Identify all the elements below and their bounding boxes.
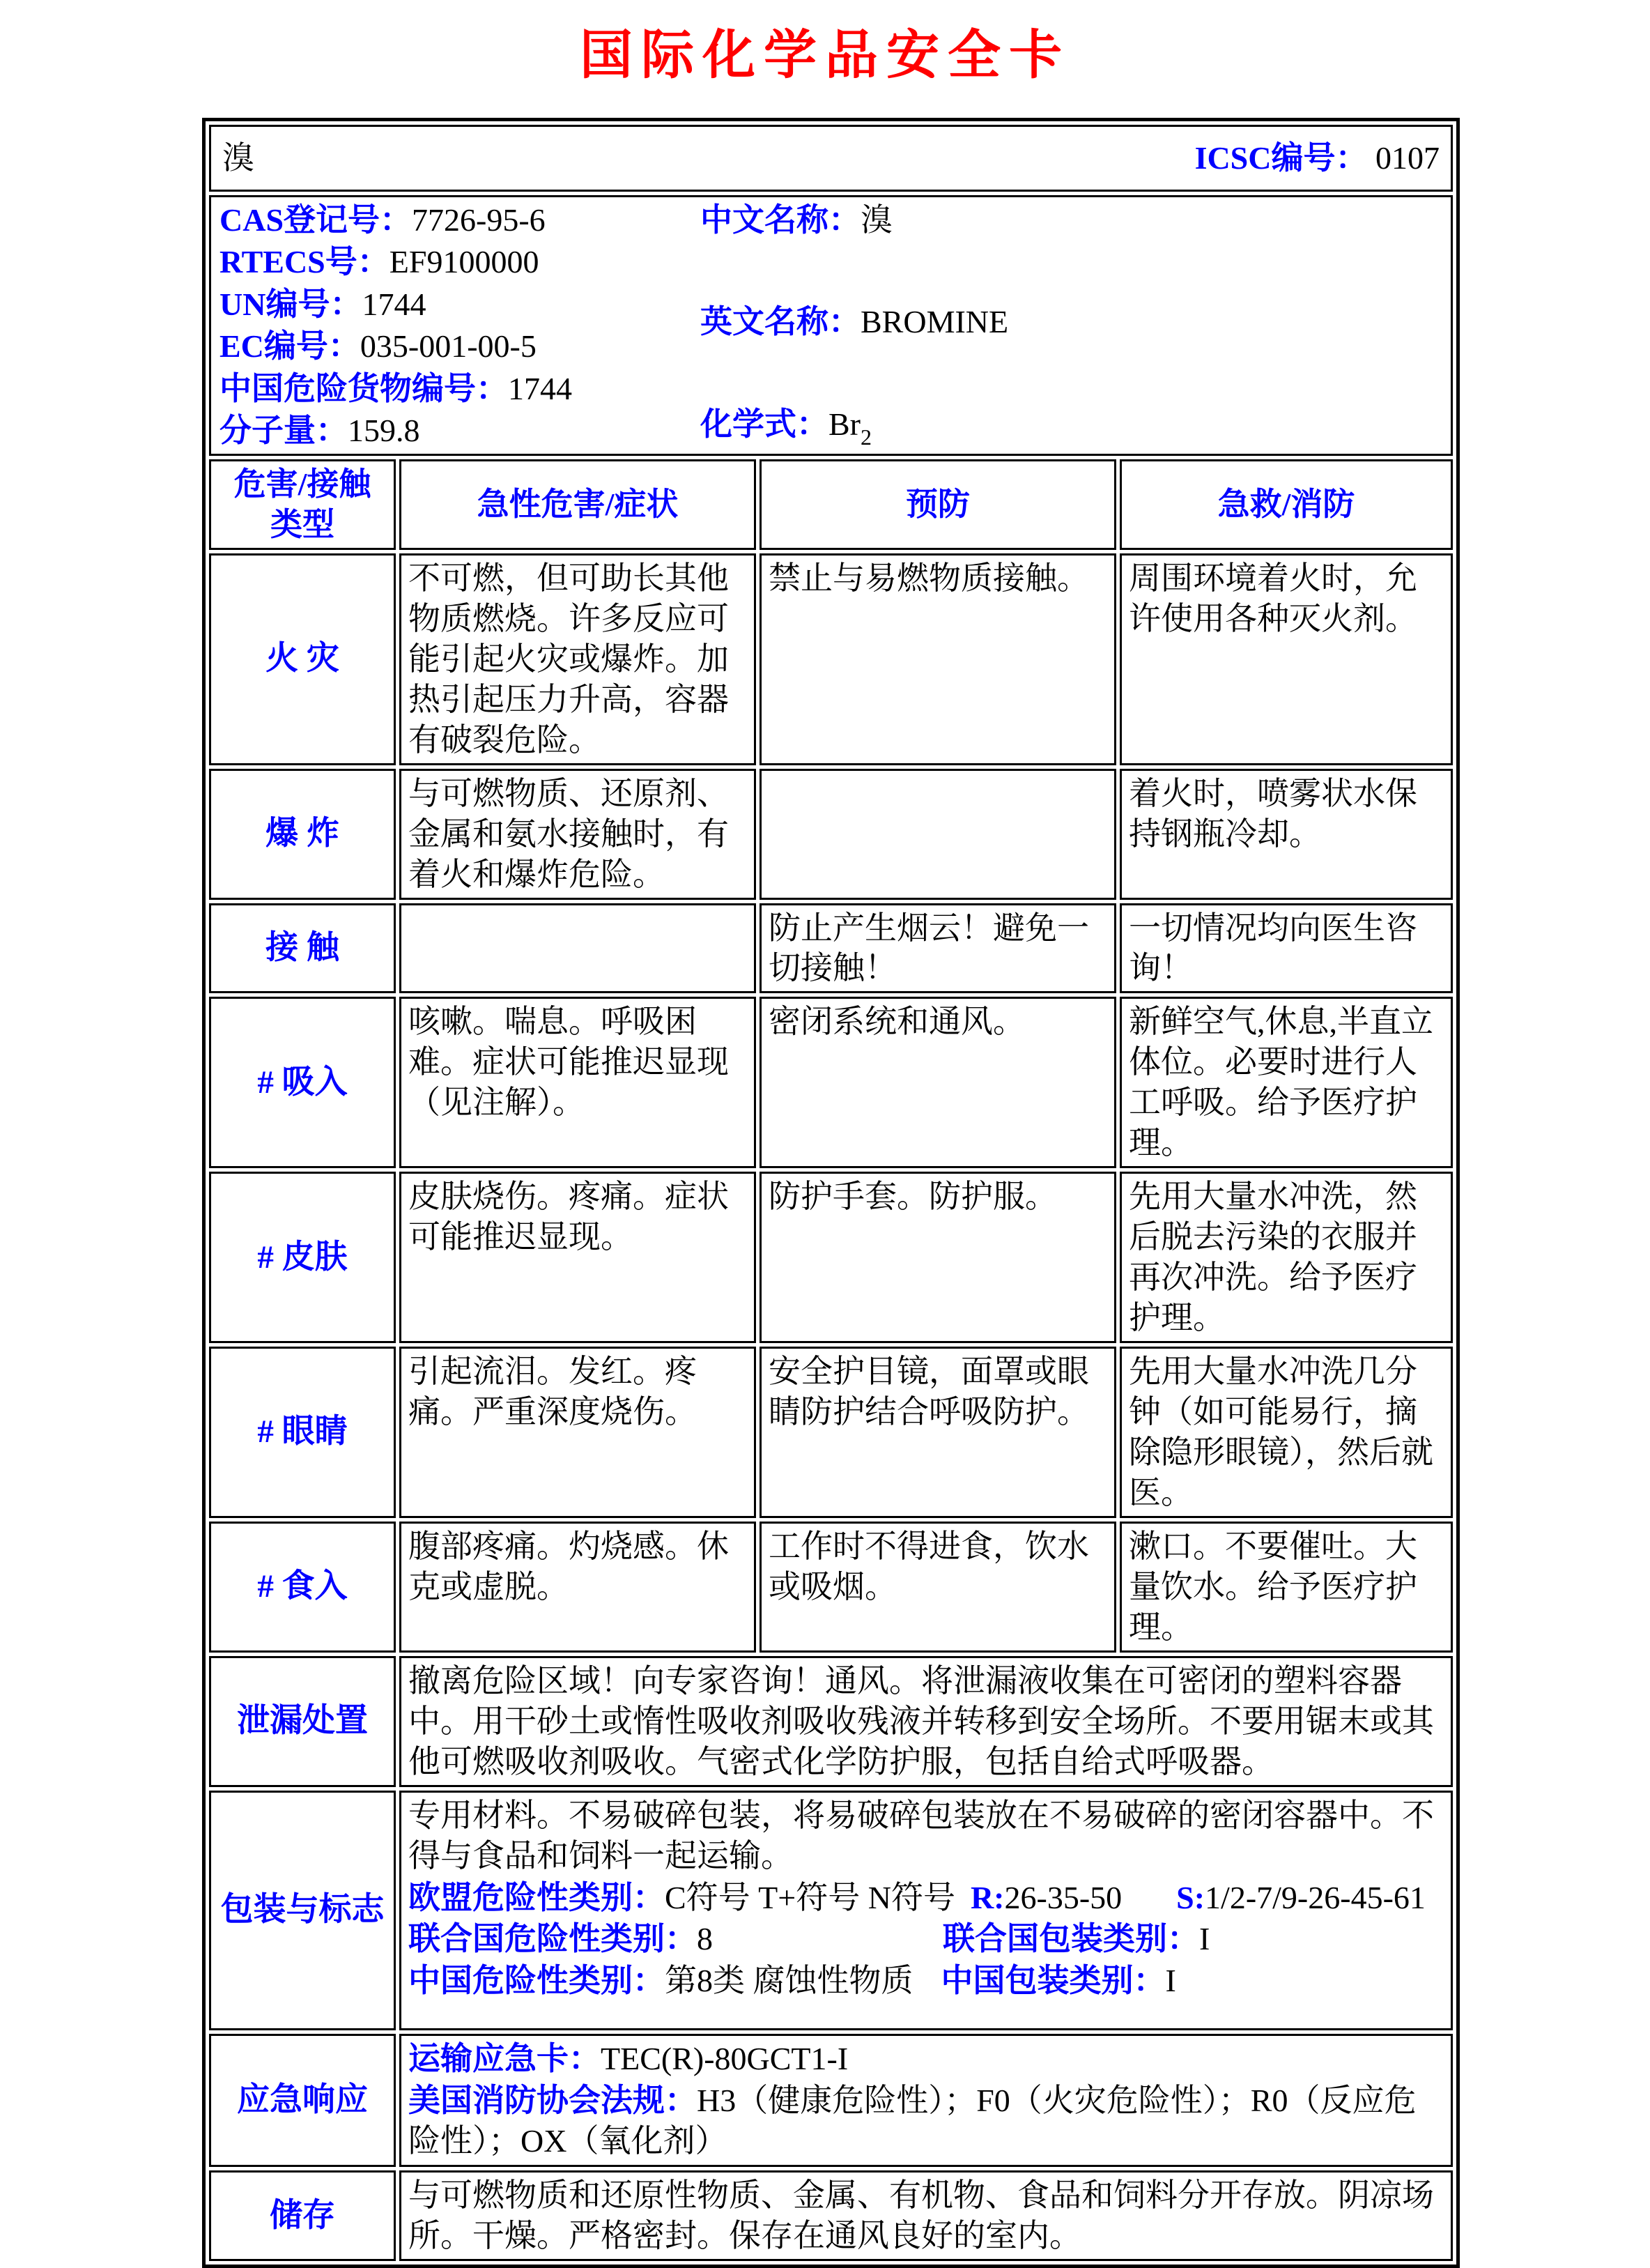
packaging-cn-line: 中国危险性类别：第8类 腐蚀性物质 中国包装类别：I: [408, 1963, 1176, 1999]
prevention-cell: 禁止与易燃物质接触。: [760, 553, 1116, 765]
column-header-prevention: 预防: [760, 459, 1116, 550]
packaging-intro: 专用材料。不易破碎包装，将易破碎包装放在不易破碎的密闭容器中。不得与食品和饲料一起运输。: [408, 1797, 1434, 1874]
section-label-spill: 泄漏处置: [209, 1656, 396, 1787]
hazard-label-contact: 接 触: [209, 903, 396, 994]
id-item-ec: EC编号：035-001-00-5: [219, 328, 537, 365]
icsc-number-group: [1195, 138, 1440, 178]
firstaid-cell: 漱口。不要催吐。大量饮水。给予医疗护理。: [1120, 1522, 1453, 1653]
symptoms-cell: 皮肤烧伤。疼痛。症状可能推迟显现。: [399, 1172, 756, 1343]
section-label-packaging: 包装与标志: [209, 1791, 396, 2030]
id-item-cn-name: 中文名称：溴: [700, 202, 893, 238]
hazard-label-eyes: # 眼睛: [209, 1347, 396, 1518]
hazard-label-fire: 火 灾: [209, 553, 396, 765]
substance-name: 溴: [222, 140, 254, 176]
identification-row: [209, 195, 1453, 456]
id-item-cas: CAS登记号：7726-95-6: [219, 202, 546, 238]
section-row-storage: [209, 2170, 1453, 2261]
packaging-eu-line: 欧盟危险性类别：C符号 T+符号 N符号 R:26-35-50 S:1/2-7/9-26-45-61: [408, 1879, 1426, 1915]
prevention-cell: 工作时不得进食，饮水或吸烟。: [760, 1522, 1116, 1653]
hazard-label-ingestion: # 食入: [209, 1522, 396, 1653]
symptoms-cell: [399, 903, 756, 994]
id-item-en-name: 英文名称：BROMINE: [700, 304, 1009, 340]
symptoms-cell: 与可燃物质、还原剂、金属和氨水接触时，有着火和爆炸危险。: [399, 769, 756, 900]
section-row-spill: [209, 1656, 1453, 1787]
icsc-value: 0107: [1375, 140, 1440, 176]
column-header-symptoms: 急性危害/症状: [399, 459, 756, 550]
symptoms-cell: 引起流泪。发红。疼痛。严重深度烧伤。: [399, 1347, 756, 1518]
id-item-un: UN编号：1744: [219, 286, 426, 322]
symptoms-cell: 腹部疼痛。灼烧感。休克或虚脱。: [399, 1522, 756, 1653]
identification-grid: [218, 200, 1444, 451]
symptoms-cell: 不可燃，但可助长其他物质燃烧。许多反应可能引起火灾或爆炸。加热引起压力升高，容器有破裂危险。: [399, 553, 756, 765]
emergency-nfpa-line: 美国消防协会法规：H3（健康危险性）；F0（火灾危险性）；R0（反应危险性）；OX（氧化剂）: [408, 2082, 1417, 2159]
id-item-formula: 化学式：$Br_2$: [700, 406, 872, 450]
section-row-emergency: [209, 2034, 1453, 2168]
emergency-tec-line: 运输应急卡：TEC(R)-80GCT1-I: [408, 2040, 849, 2076]
prevention-cell: 安全护目镜，面罩或眼睛防护结合呼吸防护。: [760, 1347, 1116, 1518]
formula-subscript: 2: [861, 424, 872, 450]
page-title: 国际化学品安全卡: [580, 26, 1070, 85]
safety-card-table: [202, 118, 1460, 2268]
hazard-row-explosion: [209, 769, 1453, 900]
spill-text-cell: 撤离危险区域！向专家咨询！通风。将泄漏液收集在可密闭的塑料容器中。用干砂土或惰性吸收剂吸收残液并转移到安全场所。不要用锯末或其他可燃吸收剂吸收。气密式化学防护服，包括自给式呼吸器。: [399, 1656, 1453, 1787]
prevention-cell: [760, 769, 1116, 900]
firstaid-cell: 新鲜空气,休息,半直立体位。必要时进行人工呼吸。给予医疗护理。: [1120, 997, 1453, 1168]
firstaid-cell: 先用大量水冲洗，然后脱去污染的衣服并再次冲洗。给予医疗护理。: [1120, 1172, 1453, 1343]
column-header-firstaid: 急救/消防: [1120, 459, 1453, 550]
firstaid-cell: 一切情况均向医生咨询！: [1120, 903, 1453, 994]
prevention-cell: 密闭系统和通风。: [760, 997, 1116, 1168]
hazard-row-skin: [209, 1172, 1453, 1343]
firstaid-cell: 着火时，喷雾状水保持钢瓶冷却。: [1120, 769, 1453, 900]
identification-right-column: [700, 200, 1444, 451]
hazard-row-fire: [209, 553, 1453, 765]
symptoms-cell: 咳嗽。喘息。呼吸困难。症状可能推迟显现（见注解）。: [399, 997, 756, 1168]
id-item-rtecs: RTECS号：EF9100000: [219, 244, 539, 280]
hazard-label-skin: # 皮肤: [209, 1172, 396, 1343]
hazard-header-row: [209, 459, 1453, 550]
identification-left-column: [219, 200, 700, 451]
hazard-row-ingestion: [209, 1522, 1453, 1653]
emergency-cell: [399, 2034, 1453, 2168]
id-item-china-dg: 中国危险货物编号：1744: [219, 370, 572, 406]
section-label-emergency: 应急响应: [209, 2034, 396, 2168]
packaging-cell: [399, 1791, 1453, 2030]
hazard-row-contact: [209, 903, 1453, 994]
prevention-cell: 防护手套。防护服。: [760, 1172, 1116, 1343]
hazard-row-inhalation: [209, 997, 1453, 1168]
hazard-label-inhalation: # 吸入: [209, 997, 396, 1168]
packaging-un-line: 联合国危险性类别：8 联合国包装类别：I: [408, 1921, 1210, 1957]
id-item-molweight: 分子量：159.8: [219, 413, 420, 449]
firstaid-cell: 周围环境着火时，允许使用各种灭火剂。: [1120, 553, 1453, 765]
hazard-row-eyes: [209, 1347, 1453, 1518]
section-row-packaging: [209, 1791, 1453, 2030]
hazard-label-explosion: 爆 炸: [209, 769, 396, 900]
icsc-label: ICSC编号：: [1194, 140, 1368, 176]
section-label-storage: 储存: [209, 2170, 396, 2261]
card-header-row: [209, 125, 1453, 192]
firstaid-cell: 先用大量水冲洗几分钟（如可能易行，摘除隐形眼镜），然后就医。: [1120, 1347, 1453, 1518]
storage-text-cell: 与可燃物质和还原性物质、金属、有机物、食品和饲料分开存放。阴凉场所。干燥。严格密封。保存在通风良好的室内。: [399, 2170, 1453, 2261]
prevention-cell: 防止产生烟云！避免一切接触！: [760, 903, 1116, 994]
column-header-type: 危害/接触 类型: [209, 459, 396, 550]
